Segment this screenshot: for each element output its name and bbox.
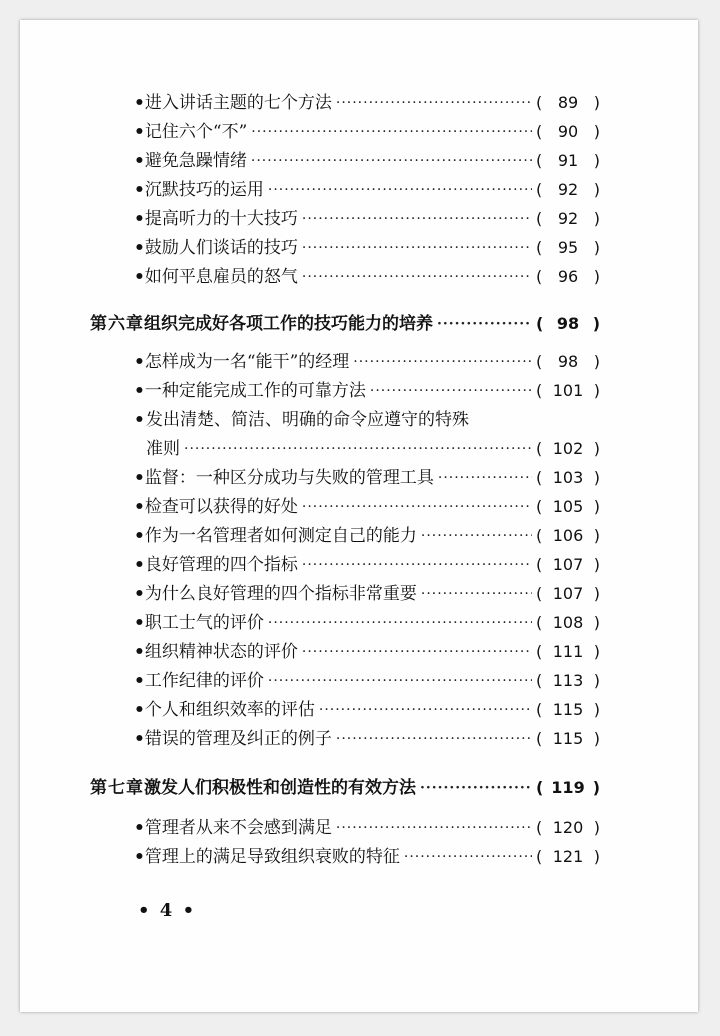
toc-entry-title: 职工士气的评价 — [144, 613, 264, 633]
toc-entry-title: 错误的管理及纠正的例子 — [144, 729, 332, 749]
chapter-title: 激发人们积极性和创造性的有效方法 — [144, 778, 416, 798]
toc-entry — [134, 667, 600, 695]
bullet: • — [134, 584, 145, 604]
toc-entry — [134, 493, 600, 521]
dot-leader — [268, 176, 532, 204]
toc-chapter-heading — [90, 310, 600, 338]
toc-entry-title: 提高听力的十大技巧 — [144, 209, 298, 229]
toc-entry-page: ( 98 ) — [536, 314, 600, 333]
dot-leader — [302, 551, 532, 579]
bullet: • — [134, 267, 145, 287]
dot-leader — [336, 725, 532, 753]
toc-entry-page: ( 98 ) — [536, 352, 600, 371]
bullet: • — [134, 209, 145, 229]
toc-entry — [134, 377, 600, 405]
dot-leader — [268, 609, 532, 637]
toc-entry-title-line1: 发出清楚、简洁、明确的命令应遵守的特殊 — [146, 410, 469, 430]
toc-entry — [134, 843, 600, 871]
toc-entry-page: ( 92 ) — [536, 180, 600, 199]
bullet: • — [134, 613, 145, 633]
toc-entry-page: ( 115 ) — [536, 729, 600, 748]
toc-entry — [134, 696, 600, 724]
toc-entry-title-line2: 准则 — [146, 439, 180, 459]
bullet: • — [134, 122, 145, 142]
bullet: • — [134, 642, 145, 662]
toc-entry-page: ( 102 ) — [536, 439, 600, 458]
dot-leader — [336, 89, 532, 117]
dot-leader — [437, 310, 532, 338]
toc-entry-page: ( 106 ) — [536, 526, 600, 545]
bullet: • — [134, 818, 145, 838]
toc-entry-title: 工作纪律的评价 — [144, 671, 264, 691]
dot-leader — [421, 522, 532, 550]
toc-entry-page: ( 115 ) — [536, 700, 600, 719]
dot-leader — [251, 147, 532, 175]
toc-entry-page: ( 108 ) — [536, 613, 600, 632]
dot-leader — [336, 814, 532, 842]
toc-entry — [134, 638, 600, 666]
toc-entry-page: ( 103 ) — [536, 468, 600, 487]
toc-entry-page: ( 92 ) — [536, 209, 600, 228]
dot-leader — [302, 638, 532, 666]
dot-leader — [268, 667, 532, 695]
toc-entry-title: 作为一名管理者如何测定自己的能力 — [144, 526, 417, 546]
toc-entry-title: 一种定能完成工作的可靠方法 — [144, 381, 366, 401]
bullet: • — [134, 468, 145, 488]
toc-entry-page: ( 107 ) — [536, 584, 600, 603]
chapter-number: 第七章 — [90, 778, 144, 798]
bullet: • — [134, 352, 145, 372]
dot-leader — [438, 464, 532, 492]
toc-entry-title: 个人和组织效率的评估 — [144, 700, 315, 720]
toc-entry-first-line — [134, 406, 469, 434]
toc-entry-page: ( 95 ) — [536, 238, 600, 257]
bullet: • — [134, 671, 145, 691]
dot-leader — [353, 348, 532, 376]
dot-leader — [370, 377, 532, 405]
toc-entry — [134, 118, 600, 146]
toc-entry-title: 如何平息雇员的怒气 — [144, 267, 298, 287]
bullet: • — [134, 555, 145, 575]
dot-leader — [251, 118, 532, 146]
toc-entry — [134, 814, 600, 842]
table-of-contents — [20, 20, 698, 1012]
toc-entry-page: ( 107 ) — [536, 555, 600, 574]
toc-entry-title: 检查可以获得的好处 — [144, 497, 298, 517]
toc-entry-title: 鼓励人们谈话的技巧 — [144, 238, 298, 258]
toc-entry-page: ( 119 ) — [536, 778, 600, 797]
bullet: • — [134, 151, 145, 171]
toc-entry-page: ( 89 ) — [536, 93, 600, 112]
toc-entry-title: 记住六个“不” — [144, 122, 248, 142]
bullet: • — [134, 526, 145, 546]
chapter-number: 第六章 — [90, 314, 144, 334]
dot-leader — [302, 493, 532, 521]
toc-entry-title: 组织精神状态的评价 — [144, 642, 298, 662]
page-number-footer: • 4 • — [138, 900, 197, 921]
toc-entry — [134, 348, 600, 376]
toc-entry-title: 怎样成为一名“能干”的经理 — [144, 352, 350, 372]
toc-entry-page: ( 120 ) — [536, 818, 600, 837]
bullet: • — [134, 93, 145, 113]
toc-entry — [134, 234, 600, 262]
toc-entry-page: ( 90 ) — [536, 122, 600, 141]
dot-leader — [319, 696, 532, 724]
toc-entry — [134, 725, 600, 753]
toc-entry-page: ( 111 ) — [536, 642, 600, 661]
toc-entry-title: 管理上的满足导致组织衰败的特征 — [144, 847, 400, 867]
bullet: • — [134, 497, 145, 517]
bullet: • — [134, 729, 145, 749]
toc-entry-page: ( 121 ) — [536, 847, 600, 866]
toc-entry — [146, 435, 600, 463]
toc-entry-page: ( 101 ) — [536, 381, 600, 400]
bullet: • — [134, 700, 145, 720]
dot-leader — [404, 843, 532, 871]
dot-leader — [421, 580, 532, 608]
dot-leader — [184, 435, 532, 463]
toc-entry — [134, 464, 600, 492]
toc-entry — [134, 609, 600, 637]
toc-entry-page: ( 113 ) — [536, 671, 600, 690]
toc-entry-page: ( 91 ) — [536, 151, 600, 170]
toc-entry-title: 为什么良好管理的四个指标非常重要 — [144, 584, 417, 604]
bullet: • — [134, 410, 145, 430]
toc-entry — [134, 89, 600, 117]
toc-entry — [134, 263, 600, 291]
toc-entry-page: ( 96 ) — [536, 267, 600, 286]
dot-leader — [302, 205, 532, 233]
chapter-title: 组织完成好各项工作的技巧能力的培养 — [144, 314, 433, 334]
toc-entry-title: 良好管理的四个指标 — [144, 555, 298, 575]
toc-chapter-heading — [90, 774, 600, 802]
toc-entry — [134, 522, 600, 550]
toc-entry-page: ( 105 ) — [536, 497, 600, 516]
dot-leader — [420, 774, 532, 802]
toc-entry — [134, 147, 600, 175]
bullet: • — [134, 847, 145, 867]
bullet: • — [134, 381, 145, 401]
toc-entry — [134, 580, 600, 608]
toc-entry-title: 监督：一种区分成功与失败的管理工具 — [144, 468, 434, 488]
bullet: • — [134, 238, 145, 258]
toc-entry — [134, 205, 600, 233]
toc-entry-title: 沉默技巧的运用 — [144, 180, 264, 200]
book-page — [20, 20, 698, 1012]
toc-entry-title: 避免急躁情绪 — [144, 151, 247, 171]
toc-entry — [134, 551, 600, 579]
dot-leader — [302, 263, 532, 291]
toc-entry-title: 管理者从来不会感到满足 — [144, 818, 332, 838]
toc-entry-title: 进入讲话主题的七个方法 — [144, 93, 332, 113]
dot-leader — [302, 234, 532, 262]
toc-entry — [134, 176, 600, 204]
bullet: • — [134, 180, 145, 200]
